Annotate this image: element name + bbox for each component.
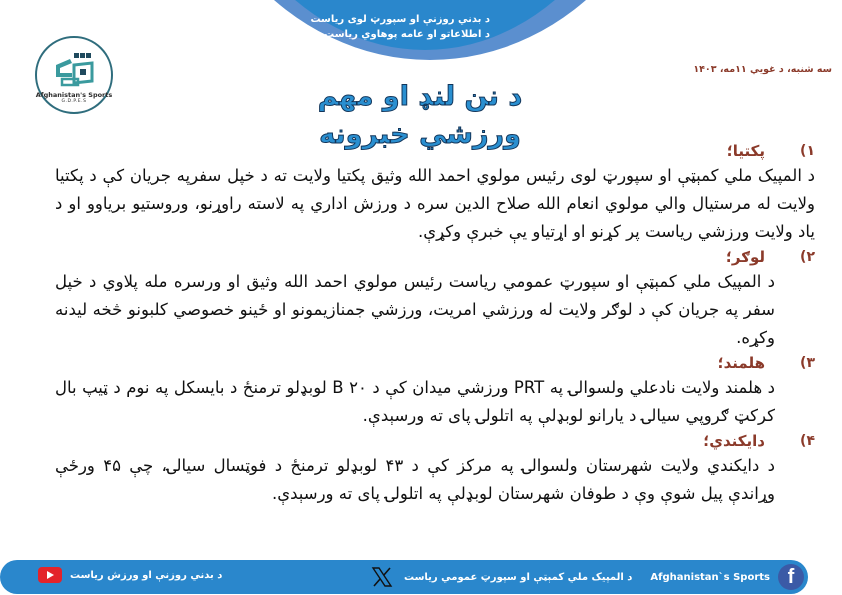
header-org-text: [290, 12, 490, 42]
title-line-1: د نن لنډ او مهم: [317, 81, 523, 112]
org-line-2: د اطلاعاتو او عامه پوهاوي ریاست: [324, 29, 490, 40]
footer-bar: [0, 560, 808, 594]
item-heading: لوګر؛: [725, 248, 765, 266]
item-heading: دایکندي؛: [703, 432, 765, 450]
item-body: د المپیک ملي کمېټې او سپورټ عمومي ریاست رئیس مولوي احمد الله وثیق او ورسره مله پلاوي د خپل سفر په جریان کې د لوګر ولایت له ورزشي امریت، ورزشي جمنازیمونو او ځینو خصوصي کلبونو څخه لیدنه وکړه.: [55, 272, 775, 347]
logo-subtitle: G.D.P.E.S: [61, 98, 87, 104]
item-number: ۱): [800, 143, 815, 159]
news-item: [55, 352, 815, 430]
x-icon[interactable]: [370, 565, 394, 589]
item-number: ۲): [800, 249, 815, 265]
item-number: ۳): [800, 355, 815, 371]
facebook-link[interactable]: [650, 564, 804, 590]
news-list: [55, 140, 815, 508]
org-line-1: د بدني روزنې او سپورټ لوی ریاست: [310, 14, 490, 25]
x-link[interactable]: [370, 565, 632, 589]
news-item: [55, 140, 815, 246]
logo-name: Afghanistan's Sports: [35, 90, 113, 99]
item-heading: پکتیا؛: [726, 142, 765, 160]
youtube-label[interactable]: د بدني روزنې او ورزش ریاست: [70, 569, 223, 581]
item-number: ۴): [800, 433, 815, 449]
item-body: د دایکندي ولایت شهرستان ولسوالۍ په مرکز کې د ۴۳ لوبډلو ترمنځ د فوټسال سیالۍ، چې ۴۵ ورځې وړاندې پیل شوې وې د طوفان شهرستان لوبډلې په اتلولۍ پای ته ورسېدې.: [55, 456, 775, 503]
news-item-header: [55, 352, 815, 374]
item-heading: هلمند؛: [717, 354, 765, 372]
news-item-header: [55, 430, 815, 452]
logo: [35, 36, 113, 114]
news-item: [55, 430, 815, 508]
date-label: سه شنبه، د غويي ۱۱مه، ۱۴۰۳: [693, 64, 832, 75]
title-line-2: ورزشي خبرونه: [319, 119, 521, 150]
facebook-icon[interactable]: f: [778, 564, 804, 590]
news-item: [55, 246, 815, 352]
facebook-label[interactable]: Afghanistan`s Sports: [650, 571, 770, 583]
item-body: د المپیک ملي کمېټې او سپورټ لوی رئیس مولوي احمد الله وثیق پکتیا ولایت ته د خپل سفرپه جریان کې د پکتیا ولایت له مرستیال والي مولوي انعام الله صلاح الدین سره د ورزش اداري په لاسته راوړنو، وروستیو بریاوو او د یاد ولایت ورزشي ریاست پر کړنو او اړتیاو یې خبرې وکړې.: [55, 166, 815, 241]
news-item-header: [55, 246, 815, 268]
youtube-icon[interactable]: [38, 567, 62, 583]
x-label[interactable]: د المپیک ملي کمېټې او سپورټ عمومي ریاست: [404, 571, 633, 583]
sports-logo-icon: [52, 51, 96, 89]
item-body: د هلمند ولایت نادعلي ولسوالۍ په PRT ورزشي میدان کې د ۲۰ B لوبډلو ترمنځ د بایسکل په نوم د ټیپ بال کرکټ ګروپي سیالۍ د یارانو لوبډلې په اتلولۍ پای ته ورسېدې.: [55, 378, 775, 425]
youtube-link[interactable]: [38, 567, 222, 583]
news-item-header: [55, 140, 815, 162]
